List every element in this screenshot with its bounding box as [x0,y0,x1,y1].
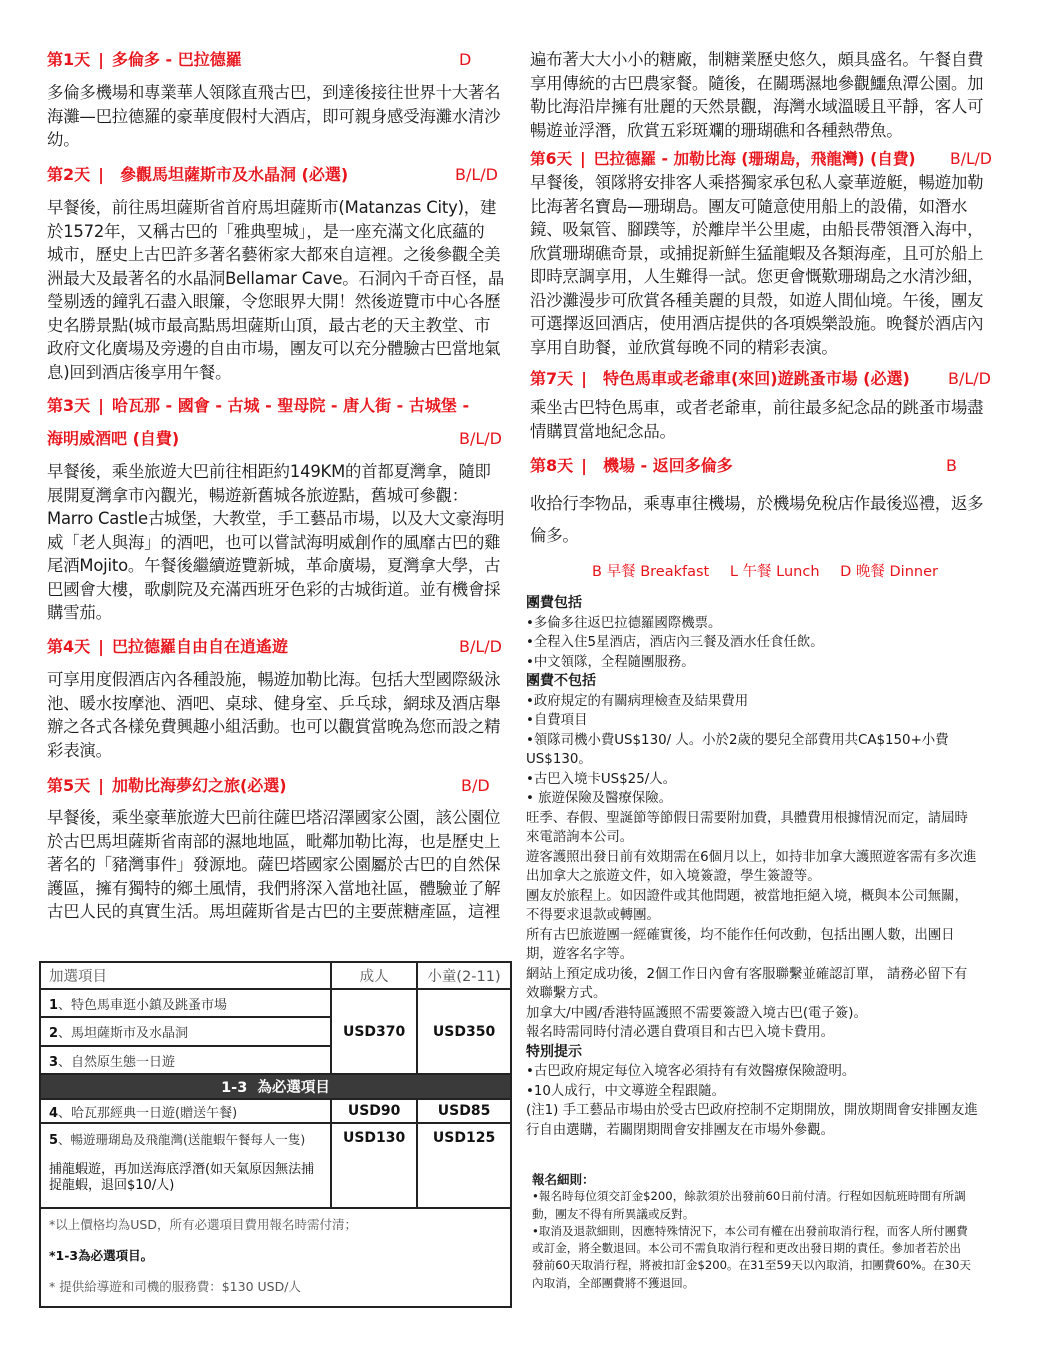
info-line: •多倫多往返巴拉德羅國際機票。 [526,615,722,631]
text-line: 洲最大及最著名的水晶洞Bellamar Cave。石洞內千奇百怪，晶 [47,268,505,288]
item-extra: 捕龍蝦遊，再加送海底浮潛(如天氣原因無法捕捉龍蝦，退回$10/人) [49,1162,315,1193]
registration-terms [532,1171,971,1292]
day-label: 第1天 [47,50,91,69]
day-label: 第7天 [530,369,574,388]
text-line: 史名勝景點(城市最高點馬坦薩斯山頂，最古老的天主教堂、市 [47,315,491,335]
day-2-heading [47,163,498,187]
text-line: 瑩剔透的鐘乳石盡入眼簾，令您眼界大開！然後遊覽市中心各歷 [47,292,501,311]
info-line: •取消及退款細則，因應特殊情況下，本公司有權在出發前取消行程，而客人所付團費 [532,1223,968,1238]
table-row [40,1123,511,1208]
info-line: 動，團友不得有所異議或反對。 [532,1206,695,1221]
day-label: 第6天 [530,150,573,168]
text-line: 情購買當地紀念品。 [530,421,676,441]
text-line: 早餐後，乘坐旅遊大巴前往相距約149KM的首都夏灣拿，隨即 [47,462,491,481]
info-line: 不得要求退款或轉團。 [526,908,660,923]
text-line: 享用自助餐，並欣賞每晚不同的精彩表演。 [530,337,838,357]
text-line: 倫多。 [530,526,579,545]
child-price: USD350 [417,989,511,1074]
day-title: 參觀馬坦薩斯市及水晶洞 (必選) [119,165,349,184]
text-line: 展開夏灣拿市內觀光，暢遊新舊城各旅遊點，舊城可參觀： [47,485,468,505]
day-label: 第8天 [530,456,574,475]
text-line: 收拾行李物品，乘專車往機場，於機場免稅店作最後巡禮，返多 [530,494,984,513]
day-3-description [47,460,504,625]
day-title-continued: 海明威酒吧 (自費) [47,429,180,448]
day-5-description-continued [530,48,983,142]
text-line: 即時烹調享用，人生難得一試。您更會慨歎珊瑚島之水清沙細， [530,267,984,286]
text-line: 可選擇返回酒店，使用酒店提供的各項娛樂設施。晚餐於酒店內 [530,314,984,333]
info-line: 來電諮詢本公司。 [526,830,634,845]
info-line: 加拿大/中國/香港特區護照不需要簽證入境古巴(電子簽)。 [526,1005,867,1021]
day-1-heading [47,48,472,72]
legend-breakfast: B 早餐 Breakfast [592,564,710,580]
info-line: US$130。 [526,752,592,767]
meals: B [946,456,957,475]
text-line: Marro Castle古城堡，大教堂，手工藝品市場，以及大文豪海明 [47,509,505,528]
info-line: 出加拿大之旅遊文件，如入境簽證，學生簽證等。 [526,869,821,884]
text-line: 於古巴馬坦薩斯省南部的濕地地區，毗鄰加勒比海，也是歷史上 [47,831,501,851]
separator: | [98,637,104,656]
text-line: 早餐後，前往馬坦薩斯省首府馬坦薩斯市(Matanzas City)，建 [47,198,497,217]
info-line: (注1) 手工藝品市場由於受古巴政府控制不定期開放，開放期間會安排團友進 [526,1103,978,1118]
mandatory-band [40,1074,511,1099]
text-line: 古巴人民的真實生活。馬坦薩斯省是古巴的主要蔗糖產區，這裡 [47,902,501,921]
info-line: 內取消，全部團費將不獲退回。 [532,1275,695,1290]
separator: | [98,50,104,69]
text-line: 遍布著大大小小的糖廠，制糖業歷史悠久，頗具盛名。午餐自費 [530,50,984,69]
day-4-description [47,668,500,762]
day-title: 巴拉德羅 - 加勒比海 (珊瑚島，飛龍灣) (自費) [593,150,916,168]
meals: B/L/D [459,429,502,448]
day-5-heading [47,774,490,798]
meals: B/L/D [950,150,992,168]
info-line: 團友於旅程上。如因證件或其他問題，被當地拒絕入境，概與本公司無關， [526,888,968,904]
info-line: 網站上預定成功後，2個工作日內會有客服聯繫並確認訂單， 請務必留下有 [526,966,968,982]
text-line: 辦之各式各樣免費興趣小組活動。也可以觀賞當晚為您而設之精 [47,717,501,736]
text-line: 購雪茄。 [47,603,112,622]
day-title: 特色馬車或老爺車(來回)遊跳蚤市場 (必選) [602,369,910,388]
text-line: 乘坐古巴特色馬車，或者老爺車，前往最多紀念品的跳蚤市場盡 [530,398,984,417]
day-7-description [530,396,983,443]
adult-price: USD130 [331,1123,417,1208]
item-number: 5 [49,1133,59,1148]
info-line: 期，遊客名字等。 [526,947,634,962]
mandatory-note: 1-3 為必選項目 [40,1074,511,1099]
info-line: •政府規定的有關病理檢查及結果費用 [526,693,749,709]
item-number: 4 [49,1105,59,1121]
day-3-heading [47,394,469,418]
text-line: 政府文化廣場及旁邊的自由市場，團友可以充分體驗古巴當地氣 [47,339,501,358]
section-title: 團費不包括 [526,673,596,689]
day-title: 加勒比海夢幻之旅(必選) [111,776,287,795]
table-row [40,989,511,1017]
day-label: 第3天 [47,396,91,415]
day-2-description [47,196,504,384]
text-line: 著名的「豬灣事件」發源地。薩巴塔國家公園屬於古巴的自然保 [47,855,501,874]
table-notes-row [40,1208,511,1307]
info-line: 行自由選購，若關閉期間會安排團友在市場外參觀。 [526,1122,834,1138]
note: *以上價格均為USD，所有必選項目費用報名時需付清； [49,1217,357,1232]
text-line: 享用傳統的古巴農家餐。隨後，在關瑪濕地參觀鱷魚潭公園。加 [530,73,984,93]
text-line: 城市，歷史上古巴許多著名藝術家大都來自這裡。之後參觀全美 [47,245,501,264]
separator: | [98,165,104,184]
item-name: 、哈瓦那經典一日遊(贈送午餐) [58,1105,238,1121]
info-line: •10人成行，中文導遊全程跟隨。 [526,1083,726,1099]
day-7-heading [530,367,991,391]
meals: B/L/D [459,637,502,656]
day-title: 多倫多 - 巴拉德羅 [111,50,242,69]
text-line: 早餐後，領隊將安排客人乘搭獨家承包私人豪華遊艇，暢遊加勒 [530,173,984,192]
info-line: •全程入住5星酒店，酒店內三餐及酒水任食任飲。 [526,635,824,650]
day-label: 第4天 [47,637,91,656]
info-line: 發前60天取消行程，將被扣訂金$200。在31至59天以內取消，扣團費60%。在30天 [532,1258,971,1273]
text-line: 海灘—巴拉德羅的豪華度假村大酒店，即可親身感受海灘水清沙 [47,106,501,126]
day-label: 第2天 [47,165,91,184]
text-line: 息)回到酒店後享用午餐。 [47,362,232,382]
item-number: 3 [49,1054,59,1070]
info-line: 旺季、春假、聖誕節等節假日需要附加費，具體費用根據情況而定，請屆時 [526,810,968,826]
meals: B/L/D [455,165,498,184]
day-title: 巴拉德羅自由自在逍遙遊 [111,637,288,656]
child-price: USD125 [417,1123,511,1208]
day-label: 第5天 [47,776,91,795]
text-line: 彩表演。 [47,740,112,760]
note: *1-3為必選項目。 [49,1248,154,1263]
header-child: 小童(2-11) [417,962,511,989]
meals: B/D [461,776,490,795]
section-title: 團費包括 [526,595,582,611]
section-title: 報名細則： [532,1172,595,1187]
separator: | [580,150,586,168]
text-line: 早餐後，乘坐豪華旅遊大巴前往薩巴塔沼澤國家公園，該公園位 [47,808,501,827]
info-line: 報名時需同時付清必選自費項目和古巴入境卡費用。 [526,1025,834,1040]
info-line: 或訂金，將全數退回。本公司不需負取消行程和更改出發日期的責任。參加者若於出 [532,1241,961,1256]
header-item: 加選項目 [40,962,331,989]
info-line: •領隊司機小費US$130/ 人。小於2歲的嬰兒全部費用共CA$150+小費 [526,732,949,748]
info-line: •自費項目 [526,713,588,728]
day-1-description [47,81,500,152]
text-line: 欣賞珊瑚礁奇景，或捕捉新鮮生猛龍蝦及各類海產，且可於船上 [530,243,984,263]
item-name: 、暢遊珊瑚島及飛龍灣(送龍蝦午餐每人一隻) [58,1132,306,1147]
item-number: 2 [49,1026,59,1041]
separator: | [581,369,587,388]
text-line: 於1572年，又稱古巴的「雅典聖城」，是一座充滿文化底蘊的 [47,221,485,241]
info-line: 效聯繫方式。 [526,986,607,1001]
day-3-heading-line2 [47,427,502,451]
legend-lunch: L 午餐 Lunch [729,564,820,580]
text-line: 護區，擁有獨特的鄉土風情，我們將深入當地社區，體驗並了解 [47,878,501,898]
day-6-heading [530,147,992,171]
text-line: 池、暖水按摩池、酒吧、桌球、健身室、乒乓球，網球及酒店舉 [47,693,501,713]
text-line: 勒比海沿岸擁有壯麗的天然景觀，海灣水域溫暖且平靜，客人可 [530,97,984,116]
day-4-heading [47,635,502,659]
meal-legend [530,560,1000,581]
item-name: 、自然原生態一日遊 [58,1054,176,1070]
adult-price: USD90 [331,1099,417,1123]
text-line: 威「老人與海」的酒吧，也可以嘗試海明威創作的風靡古巴的雞 [47,532,501,552]
text-line: 暢遊並浮潛，欣賞五彩斑斕的珊瑚礁和各種熱帶魚。 [530,120,903,140]
header-adult: 成人 [331,962,417,989]
separator: | [98,396,104,415]
info-line: 遊客護照出發日前有效期需在6個月以上，如持非加拿大護照遊客需有多次進 [526,849,977,865]
adult-price: USD370 [331,989,417,1074]
day-6-description [530,171,983,359]
info-line: •報名時每位須交訂金$200，餘款須於出發前60日前付清。行程如因航班時間有所調 [532,1189,966,1204]
meals: D [459,50,472,69]
text-line: 比海著名寶島—珊瑚島。團友可隨意使用船上的設備，如潛水 [530,196,968,216]
note: * 提供給導遊和司機的服務費：$130 USD/人 [49,1279,301,1294]
section-title: 特別提示 [526,1043,582,1060]
separator: | [98,776,104,795]
info-line: •古巴政府規定每位入境客必須持有有效醫療保險證明。 [526,1064,856,1079]
item-name: 、馬坦薩斯市及水晶洞 [58,1026,189,1041]
text-line: 多倫多機場和專業華人領隊直飛古巴，到達後接往世界十大著名 [47,83,501,102]
text-line: 幼。 [47,130,80,149]
legend-dinner: D 晚餐 Dinner [840,564,938,580]
info-line: 所有古巴旅遊團一經確實後，均不能作任何改動，包括出團人數，出團日 [526,927,955,943]
item-number: 1 [49,997,59,1013]
info-line: • 旅遊保險及醫療保險。 [526,791,673,806]
text-line: 沿沙灘漫步可欣賞各種美麗的貝殼，如遊人間仙境。午後，團友 [530,290,984,310]
day-title: 哈瓦那 - 國會 - 古城 - 聖母院 - 唐人街 - 古城堡 - [111,396,470,415]
table-row [40,1099,511,1123]
day-8-heading [530,454,957,478]
meals: B/L/D [948,369,991,388]
separator: | [581,456,587,475]
child-price: USD85 [417,1099,511,1123]
text-line: 可享用度假酒店內各種設施，暢遊加勒比海。包括大型國際級泳 [47,670,501,689]
item-name: 、特色馬車逛小鎮及跳蚤市場 [58,997,228,1013]
info-line: •古巴入境卡US$25/人。 [526,771,677,787]
day-5-description [47,806,500,924]
tour-fee-info [526,594,978,1140]
text-line: 鏡、吸氣管、腳蹼等，於離岸半公里處，由船長帶領潛入海中， [530,220,984,239]
day-title: 機場 - 返回多倫多 [602,456,733,475]
text-line: 巴國會大樓，歌劇院及充滿西班牙色彩的古城街道。並有機會採 [47,579,501,599]
optional-items-price-table [39,961,512,1308]
info-line: •中文領隊，全程隨團服務。 [526,654,695,670]
day-8-description [530,488,983,552]
text-line: 尾酒Mojito。午餐後繼續遊覽新城，革命廣場，夏灣拿大學，古 [47,556,501,575]
